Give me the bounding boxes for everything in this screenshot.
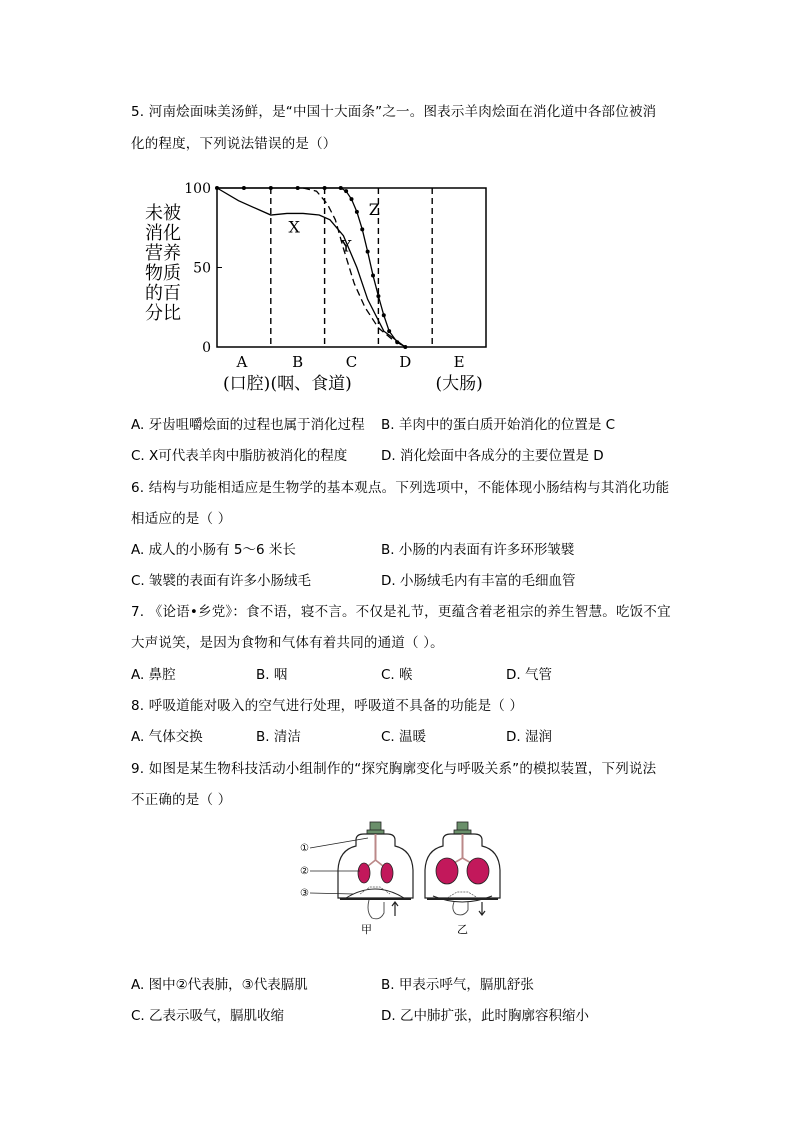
series-label-y: Y xyxy=(340,236,352,256)
q8-option-a[interactable]: A. 气体交换 xyxy=(131,729,203,745)
y-axis-label-line: 营养 xyxy=(145,243,181,264)
bell-jar-left xyxy=(338,822,413,919)
q7-stem-line1: 7. 《论语•乡党》：食不语，寝不言。不仅是礼节，更蕴含着老祖宗的养生智慧。吃饭不宜 xyxy=(131,604,671,620)
caption-left: 甲 xyxy=(361,923,372,936)
series-point-z xyxy=(360,227,364,231)
series-point-z xyxy=(403,345,407,349)
q8-option-b[interactable]: B. 清洁 xyxy=(256,729,301,745)
series-point-z xyxy=(323,186,327,190)
q9-stem-line2: 不正确的是（ ） xyxy=(131,792,232,808)
q5-option-a[interactable]: A. 牙齿咀嚼烩面的过程也属于消化过程 xyxy=(131,417,365,433)
lung-left-b xyxy=(381,863,393,883)
x-category-label: B xyxy=(292,353,304,371)
series-point-z xyxy=(376,294,380,298)
series-label-x: X xyxy=(288,217,300,237)
hand-right xyxy=(453,902,468,915)
q5-stem-line1: 5. 河南烩面味美汤鲜，是“中国十大面条”之一。图表示羊肉烩面在消化道中各部位被消 xyxy=(131,104,657,120)
x-category-label: C xyxy=(345,353,358,371)
label-3: ③ xyxy=(300,888,309,899)
series-point-z xyxy=(344,189,348,193)
series-line-y xyxy=(303,188,405,347)
q6-option-d[interactable]: D. 小肠绒毛内有丰富的毛细血管 xyxy=(381,573,576,589)
q7-stem-line2: 大声说笑，是因为食物和气体有着共同的通道（ ）。 xyxy=(131,635,444,651)
q6-option-c[interactable]: C. 皱襞的表面有许多小肠绒毛 xyxy=(131,573,312,589)
q5-option-d[interactable]: D. 消化烩面中各成分的主要位置是 D xyxy=(381,448,604,464)
breathing-model-figure xyxy=(294,818,519,944)
lung-right-a xyxy=(436,858,458,884)
x-category-label: E xyxy=(453,353,465,371)
q6-stem-line1: 6. 结构与功能相适应是生物学的基本观点。下列选项中，不能体现小肠结构与其消化功能 xyxy=(131,480,670,496)
series-point-z xyxy=(355,210,359,214)
y-axis-label-line: 消化 xyxy=(145,223,181,244)
hand-left xyxy=(368,900,384,919)
series-point-z xyxy=(382,313,386,317)
q8-option-c[interactable]: C. 温暖 xyxy=(381,729,427,745)
series-point-z xyxy=(296,186,300,190)
q8-option-d[interactable]: D. 湿润 xyxy=(506,729,552,745)
q9-option-d[interactable]: D. 乙中肺扩张，此时胸廓容积缩小 xyxy=(381,1008,589,1024)
series-point-z xyxy=(242,186,246,190)
y-axis-label-line: 未被 xyxy=(145,203,181,224)
y-tick-label: 100 xyxy=(184,181,211,197)
y-tick-label: 50 xyxy=(193,260,211,277)
q7-option-a[interactable]: A. 鼻腔 xyxy=(131,667,176,683)
x-category-note: (大肠) xyxy=(435,374,483,394)
q5-option-c[interactable]: C. X可代表羊肉中脂肪被消化的程度 xyxy=(131,448,348,464)
y-axis-label-line: 分比 xyxy=(145,303,181,324)
q6-stem-line2: 相适应的是（ ） xyxy=(131,511,232,527)
lung-right-b xyxy=(467,858,489,884)
x-category-note: (咽、食道) xyxy=(270,374,352,394)
q8-stem-line1: 8. 呼吸道能对吸入的空气进行处理，呼吸道不具备的功能是（ ） xyxy=(131,698,524,714)
caption-right: 乙 xyxy=(457,923,468,936)
x-category-note: (口腔) xyxy=(222,374,271,394)
q9-option-c[interactable]: C. 乙表示吸气，膈肌收缩 xyxy=(131,1008,285,1024)
lung-left-a xyxy=(358,863,370,883)
bell-jar-right xyxy=(425,822,500,915)
x-category-label: D xyxy=(399,353,412,371)
label-1: ① xyxy=(300,843,309,854)
q5-option-b[interactable]: B. 羊肉中的蛋白质开始消化的位置是 C xyxy=(381,417,616,433)
series-point-z xyxy=(350,197,354,201)
y-axis-label-line: 的百 xyxy=(145,283,181,304)
x-category-label: A xyxy=(236,353,248,371)
y-tick-label: 0 xyxy=(202,340,211,356)
y-axis-label-line: 物质 xyxy=(145,263,181,284)
q9-option-a[interactable]: A. 图中②代表肺，③代表膈肌 xyxy=(131,977,308,993)
series-point-z xyxy=(395,340,399,344)
series-point-z xyxy=(339,186,343,190)
q6-option-a[interactable]: A. 成人的小肠有 5～6 米长 xyxy=(131,542,296,558)
diaphragm-left xyxy=(346,889,404,898)
digestion-chart-svg xyxy=(140,175,520,400)
figure-labels xyxy=(300,838,368,899)
q7-option-b[interactable]: B. 咽 xyxy=(256,667,288,683)
q5-stem-line2: 化的程度，下列说法错误的是（） xyxy=(131,136,337,152)
q9-stem-line1: 9. 如图是某生物科技活动小组制作的“探究胸廓变化与呼吸关系”的模拟装置，下列说法 xyxy=(131,761,657,777)
label-2: ② xyxy=(300,866,309,877)
series-point-z xyxy=(371,273,375,277)
plot-frame xyxy=(217,188,486,347)
q6-option-b[interactable]: B. 小肠的内表面有许多环形皱襞 xyxy=(381,542,575,558)
series-point-z xyxy=(215,186,219,190)
series-point-z xyxy=(269,186,273,190)
q7-option-c[interactable]: C. 喉 xyxy=(381,667,413,683)
series-point-z xyxy=(366,250,370,254)
q9-option-b[interactable]: B. 甲表示呼气，膈肌舒张 xyxy=(381,977,534,993)
digestion-chart xyxy=(140,175,520,404)
q7-option-d[interactable]: D. 气管 xyxy=(506,667,552,683)
series-label-z: Z xyxy=(368,200,380,220)
series-point-z xyxy=(387,329,391,333)
